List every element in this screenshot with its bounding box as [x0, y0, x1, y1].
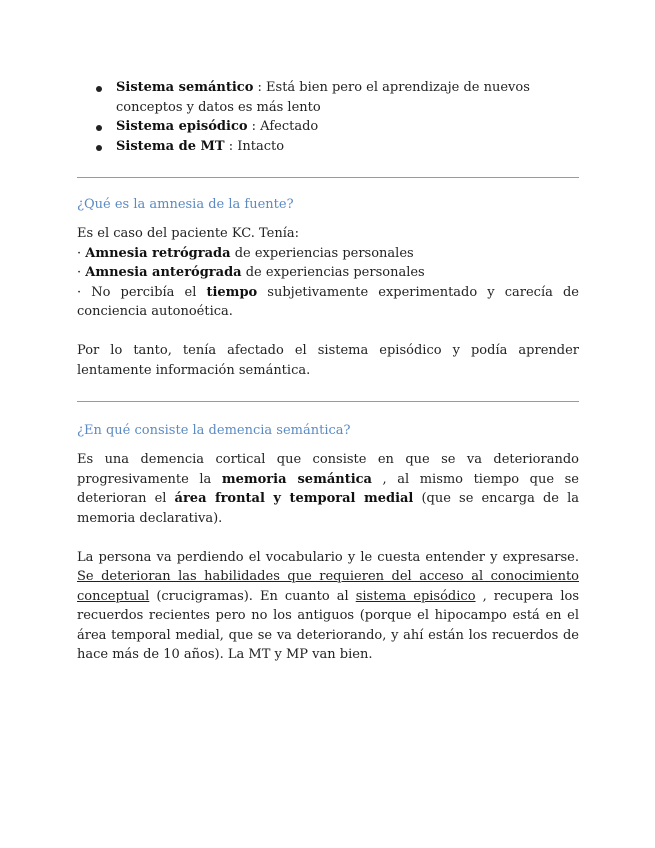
section-body-demencia [77, 450, 579, 665]
bullet-icon [96, 86, 102, 92]
bold-term: Amnesia anterógrada [85, 265, 242, 280]
bullet-icon [96, 145, 102, 151]
text-span: La persona va perdiendo el vocabulario y le cuesta entender y expresarse. [77, 549, 579, 565]
bullet-icon [96, 125, 102, 131]
text-span: · [77, 245, 86, 261]
list-item [77, 137, 579, 157]
paragraph-conclusion: Por lo tanto, tenía afectado el sistema episódico y podía aprender lentamente información semántica. [77, 343, 579, 378]
text-span: Es una demencia cortical que consiste en que se va deteriorando progresivamente la [77, 452, 579, 487]
list-item [77, 117, 579, 137]
paragraph-intro: Es el caso del paciente KC. Tenía: [77, 226, 299, 241]
list-item-term: Sistema de MT [116, 138, 225, 154]
text-span: (crucigramas). En cuanto al [149, 588, 356, 604]
text-span: subjetivamente experimentado y carecía de conciencia autonoética. [77, 284, 579, 319]
text-span: · [77, 265, 86, 280]
paragraph-line [77, 244, 579, 264]
text-span: · No percibía el [77, 284, 207, 300]
bold-term: memoria semántica [221, 471, 372, 487]
list-item-text: : Está bien pero el aprendizaje de nuevos conceptos y datos es más lento [116, 80, 530, 115]
list-item-text: : Afectado [247, 119, 319, 134]
section-heading-amnesia-fuente: ¿Qué es la amnesia de la fuente? [77, 197, 294, 212]
paragraph-line [77, 283, 579, 322]
bold-term: Amnesia retrógrada [85, 245, 231, 261]
list-item-term: Sistema episódico [116, 119, 248, 134]
paragraph-symptoms [77, 548, 579, 665]
paragraph-line [77, 263, 579, 283]
bold-term: tiempo [206, 284, 258, 300]
underlined-text: Se deterioran las habilidades que requieren del acceso al conocimiento conceptual [77, 569, 579, 604]
text-span: , al mismo tiempo que se deterioran el [77, 471, 579, 506]
list-item [77, 78, 579, 117]
text-span: de experiencias personales [241, 265, 425, 280]
paragraph-definition [77, 450, 579, 528]
section-body-amnesia [77, 224, 579, 380]
bold-term: área frontal y temporal medial [174, 491, 414, 506]
horizontal-divider [77, 401, 579, 402]
horizontal-divider [77, 177, 579, 178]
text-span: (que se encarga de la memoria declarativa). [77, 491, 579, 526]
underlined-text: sistema episódico [355, 588, 476, 604]
text-span: de experiencias personales [230, 245, 414, 261]
memory-systems-list [77, 78, 579, 156]
list-item-term: Sistema semántico [116, 80, 254, 95]
text-span: , recupera los recuerdos recientes pero no los antiguos (porque el hipocampo está en el área temporal medial, que se va deteriorando, y ahí están los recuerdos de hace más de 10 años). La MT y MP van bien. [77, 588, 579, 662]
section-heading-demencia-semantica: ¿En qué consiste la demencia semántica? [77, 423, 351, 438]
list-item-text: : Intacto [224, 138, 285, 154]
